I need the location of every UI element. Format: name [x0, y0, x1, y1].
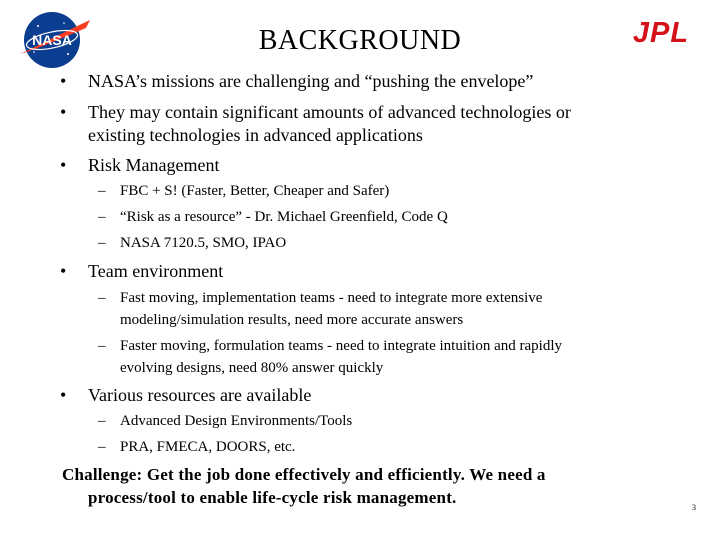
sub-bullet-text: Faster moving, formulation teams - need to integrate intuition and rapidly	[120, 338, 562, 354]
sub-bullet-text: evolving designs, need 80% answer quickly	[120, 360, 384, 376]
bullet-glyph: •	[60, 102, 67, 122]
dash-glyph: –	[98, 439, 106, 455]
dash-glyph: –	[98, 338, 106, 354]
sub-bullet-text: Advanced Design Environments/Tools	[120, 413, 353, 429]
sub-bullet-text: modeling/simulation results, need more accurate answers	[120, 312, 464, 328]
sub-bullet-text: NASA 7120.5, SMO, IPAO	[120, 235, 287, 251]
dash-glyph: –	[98, 290, 106, 306]
bullet-glyph: •	[60, 261, 67, 281]
dash-glyph: –	[98, 209, 106, 225]
sub-bullet-text: PRA, FMECA, DOORS, etc.	[120, 439, 296, 455]
challenge-line: Challenge: Get the job done effectively and efficiently. We need a	[62, 465, 546, 484]
page-number: 3	[692, 503, 696, 512]
bullet-text: existing technologies in advanced applications	[88, 125, 423, 145]
dash-glyph: –	[98, 183, 106, 199]
bullet-glyph: •	[60, 385, 67, 405]
challenge-line: process/tool to enable life-cycle risk management.	[88, 488, 457, 507]
nasa-logo-text: NASA	[32, 32, 72, 48]
bullet-glyph: •	[60, 71, 67, 91]
slide-title: BACKGROUND	[258, 25, 462, 56]
bullet-glyph: •	[60, 155, 67, 175]
bullet-text: NASA’s missions are challenging and “pushing the envelope”	[88, 71, 534, 91]
dash-glyph: –	[98, 235, 106, 251]
bullet-text: They may contain significant amounts of advanced technologies or	[88, 102, 571, 122]
sub-bullet-text: “Risk as a resource” - Dr. Michael Greenfield, Code Q	[120, 209, 448, 225]
challenge-statement	[62, 463, 642, 509]
jpl-logo-text: JPL	[632, 18, 690, 46]
dash-glyph: –	[98, 413, 106, 429]
sub-bullet-text: FBC + S! (Faster, Better, Cheaper and Safer)	[120, 183, 390, 199]
sub-bullet-text: Fast moving, implementation teams - need to integrate more extensive	[120, 290, 543, 306]
bullet-text: Team environment	[88, 261, 224, 281]
bullet-text: Various resources are available	[88, 385, 312, 405]
bullet-text: Risk Management	[88, 155, 220, 175]
